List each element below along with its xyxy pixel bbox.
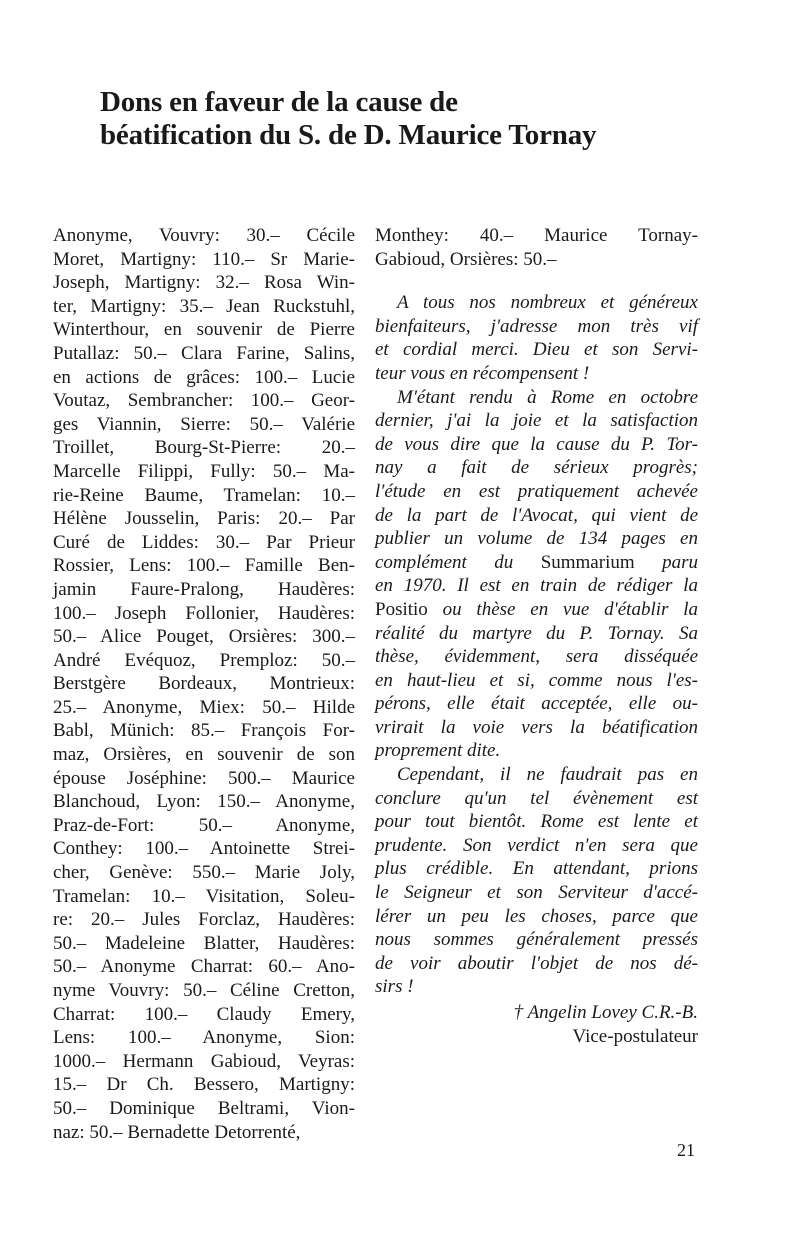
letter-line: de la part de l'Avocat, qui vient de <box>375 504 698 526</box>
donation-line: Troillet, Bourg-St-Pierre: 20.– <box>53 437 355 459</box>
donation-line: Charrat: 100.– Claudy Emery, <box>53 1003 355 1025</box>
letter-line: nous sommes généralement pressés <box>375 929 698 951</box>
donation-line: Tramelan: 10.– Visitation, Soleu- <box>53 885 355 907</box>
letter-line: en 1970. Il est en train de rédiger la <box>375 575 698 597</box>
donations-column-left <box>53 224 355 1144</box>
letter-paragraph-2 <box>375 386 698 764</box>
letter-line: et cordial merci. Dieu et son Servi- <box>375 339 698 361</box>
letter-line: pour tout bientôt. Rome est lente et <box>375 811 698 833</box>
donation-line: Putallaz: 50.– Clara Farine, Salins, <box>53 342 355 364</box>
page-title <box>100 86 740 152</box>
letter-line: dernier, j'ai la joie et la satisfaction <box>375 410 698 432</box>
right-column <box>375 224 698 1048</box>
letter-line: plus crédible. En attendant, prions <box>375 858 698 880</box>
signature-name: † Angelin Lovey C.R.-B. <box>513 1002 698 1023</box>
letter-line: l'étude en est pratiquement achevée <box>375 480 698 502</box>
letter-line: Cependant, il ne faudrait pas en <box>397 764 698 786</box>
letter-paragraph-3 <box>375 763 698 999</box>
donation-line: Babl, Münich: 85.– François For- <box>53 720 355 742</box>
donation-line: 50.– Madeleine Blatter, Haudères: <box>53 932 355 954</box>
letter-line: réalité du martyre du P. Tornay. Sa <box>375 622 698 644</box>
donation-line: Gabioud, Orsières: 50.– <box>375 248 557 270</box>
letter-line: conclure qu'un tel évènement est <box>375 787 698 809</box>
donation-line: nyme Vouvry: 50.– Céline Cretton, <box>53 980 355 1001</box>
donation-line: Joseph, Martigny: 32.– Rosa Win- <box>53 272 355 294</box>
donation-line: Blanchoud, Lyon: 150.– Anonyme, <box>53 791 355 813</box>
letter-line: lérer un peu les choses, parce que <box>375 905 698 927</box>
letter-line: Positio ou thèse en vue d'établir la <box>375 598 698 620</box>
donation-line: Hélène Jousselin, Paris: 20.– Par <box>53 508 355 530</box>
donation-line: Marcelle Filippi, Fully: 50.– Ma- <box>53 460 355 482</box>
donation-line: rie-Reine Baume, Tramelan: 10.– <box>53 484 355 506</box>
donation-line: Praz-de-Fort: 50.– Anonyme, <box>53 814 355 836</box>
letter-line: A tous nos nombreux et généreux <box>397 292 698 314</box>
donation-line: 25.– Anonyme, Miex: 50.– Hilde <box>53 696 355 718</box>
title-line-1: Dons en faveur de la cause de <box>100 86 458 118</box>
letter-line: nay a fait de sérieux progrès; <box>375 457 698 479</box>
donation-line: Lens: 100.– Anonyme, Sion: <box>53 1027 355 1049</box>
letter-line: pérons, elle était acceptée, elle ou- <box>375 693 698 715</box>
donation-line: cher, Genève: 550.– Marie Joly, <box>53 862 355 884</box>
page-number: 21 <box>677 1140 695 1160</box>
letter-line: proprement dite. <box>375 740 501 762</box>
donation-line: Berstgère Bordeaux, Montrieux: <box>53 673 355 695</box>
letter-line: en haut-lieu et si, comme nous l'es- <box>375 669 698 691</box>
letter-line: de voir aboutir l'objet de nos dé- <box>375 952 698 974</box>
donation-line: Conthey: 100.– Antoinette Strei- <box>53 838 355 860</box>
donation-line: 1000.– Hermann Gabioud, Veyras: <box>53 1050 355 1072</box>
donation-line: 50.– Dominique Beltrami, Vion- <box>53 1097 355 1119</box>
donation-line: Rossier, Lens: 100.– Famille Ben- <box>53 555 355 577</box>
donation-line: 100.– Joseph Follonier, Haudères: <box>53 602 355 624</box>
letter-line: bienfaiteurs, j'adresse mon très vif <box>375 315 698 337</box>
donation-line: Voutaz, Sembrancher: 100.– Geor- <box>53 390 355 412</box>
donation-line: Curé de Liddes: 30.– Par Prieur <box>53 531 355 553</box>
letter-line: vrirait la voie vers la béatification <box>375 716 698 738</box>
donation-line: maz, Orsières, en souvenir de son <box>53 744 355 766</box>
letter-paragraph-1 <box>375 291 698 385</box>
letter-line: prudente. Son verdict n'en sera que <box>375 834 698 856</box>
donations-column-right <box>375 224 698 271</box>
signature-role: Vice-postulateur <box>572 1025 698 1047</box>
letter-line: le Seigneur et son Serviteur d'accé- <box>375 882 698 904</box>
donation-line: 50.– Anonyme Charrat: 60.– Ano- <box>53 956 355 978</box>
letter-line: publier un volume de 134 pages en <box>375 528 698 550</box>
title-line-2: béatification du S. de D. Maurice Tornay <box>100 119 597 151</box>
donation-line: re: 20.– Jules Forclaz, Haudères: <box>53 909 355 931</box>
letter-line: complément du Summarium paru <box>375 551 698 573</box>
letter-line: thèse, évidemment, sera disséquée <box>375 646 698 668</box>
donation-line: Monthey: 40.– Maurice Tornay- <box>375 225 698 246</box>
donation-line: 50.– Alice Pouget, Orsières: 300.– <box>53 626 355 648</box>
donation-line: ges Viannin, Sierre: 50.– Valérie <box>53 413 355 435</box>
donation-line: en actions de grâces: 100.– Lucie <box>53 366 355 388</box>
donation-line: ter, Martigny: 35.– Jean Ruckstuhl, <box>53 295 355 317</box>
donation-line: épouse Joséphine: 500.– Maurice <box>53 767 355 789</box>
donation-line: 15.– Dr Ch. Bessero, Martigny: <box>53 1074 355 1096</box>
letter <box>375 291 698 999</box>
donation-line: Winterthour, en souvenir de Pierre <box>53 319 355 341</box>
donation-line: André Evéquoz, Premploz: 50.– <box>53 649 355 671</box>
letter-line: teur vous en récompensent ! <box>375 362 590 384</box>
letter-line: M'étant rendu à Rome en octobre <box>397 386 698 408</box>
signature <box>375 1001 698 1048</box>
donation-line: Moret, Martigny: 110.– Sr Marie- <box>53 248 355 270</box>
donation-line: Anonyme, Vouvry: 30.– Cécile <box>53 225 355 246</box>
letter-line: de vous dire que la cause du P. Tor- <box>375 433 698 455</box>
donation-line: jamin Faure-Pralong, Haudères: <box>53 578 355 600</box>
donation-line: naz: 50.– Bernadette Detorrenté, <box>53 1121 301 1143</box>
letter-line: sirs ! <box>375 976 414 998</box>
